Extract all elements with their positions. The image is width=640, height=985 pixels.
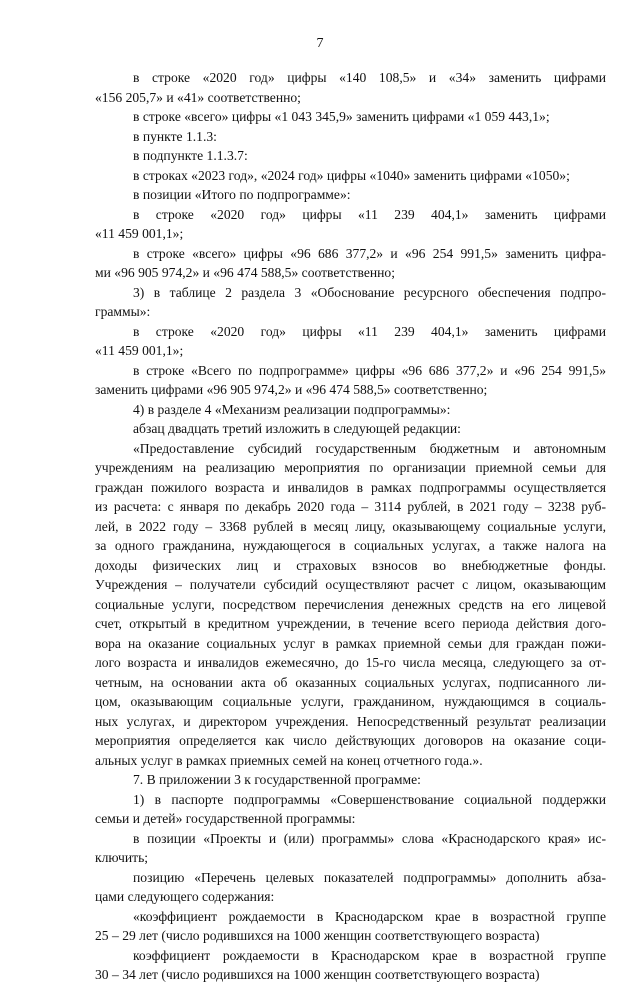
text-line: в строке «2020 год» цифры «11 239 404,1» заменить цифрами — [133, 206, 606, 222]
text-line: 30 – 34 лет (число родившихся на 1000 женщин соответствующего возраста) — [95, 967, 540, 982]
text-line: в строке «всего» цифры «1 043 345,9» заменить цифрами «1 059 443,1»; — [133, 109, 550, 124]
text-line: в строке «2020 год» цифры «11 239 404,1» заменить цифрами — [133, 323, 606, 339]
text-line: социальные услуги, посредством перечисления денежных средств на его лицевой — [95, 596, 606, 612]
text-line: счет, открытый в кредитном учреждении, в течение всего периода действия дого- — [95, 616, 606, 631]
text-line: в строке «2020 год» цифры «140 108,5» и «34» заменить цифрами — [133, 70, 606, 85]
text-line: в пункте 1.1.3: — [133, 128, 217, 144]
text-line: семьи и детей» государственной программы: — [95, 811, 356, 826]
text-line: «Предоставление субсидий государственным бюджетным и автономным — [133, 440, 606, 456]
text-line: позицию «Перечень целевых показателей подпрограммы» дополнить абза- — [133, 869, 606, 885]
text-line: в строке «всего» цифры «96 686 377,2» и «96 254 991,5» заменить цифра- — [133, 245, 606, 261]
text-line: лого возраста и инвалидов ежемесячно, до 15-го числа месяца, следующего за от- — [95, 655, 606, 670]
text-line: «156 205,7» и «41» соответственно; — [95, 89, 301, 105]
text-line: цами следующего содержания: — [95, 889, 275, 904]
text-line: вора на оказание социальных услуг в рамках приемной семьи для граждан пожи- — [95, 635, 606, 651]
text-line: 7. В приложении 3 к государственной программе: — [133, 772, 421, 787]
text-line: 1) в паспорте подпрограммы «Совершенствование социальной поддержки — [133, 791, 606, 807]
text-line: абзац двадцать третий изложить в следующей редакции: — [133, 421, 461, 436]
text-line: мероприятия определяется как число действующих договоров на оказание соци- — [95, 733, 606, 748]
page-number: 7 — [316, 36, 324, 51]
text-line: 4) в разделе 4 «Механизм реализации подпрограммы»: — [133, 401, 451, 417]
text-line: граммы»: — [95, 304, 151, 319]
text-line: цом, оказывающим социальные услуги, гражданином, нуждающимся в социаль- — [95, 694, 606, 709]
text-line: «коэффициент рождаемости в Краснодарском крае в возрастной группе — [133, 908, 606, 924]
text-line: заменить цифрами «96 905 974,2» и «96 474 588,5» соответственно; — [95, 382, 488, 397]
text-line: «11 459 001,1»; — [95, 343, 184, 358]
text-line: учреждениям на реализацию мероприятия по организации приемной семьи для — [95, 460, 606, 475]
text-line: в позиции «Проекты и (или) программы» слова «Краснодарского края» ис- — [133, 830, 606, 846]
text-line: «11 459 001,1»; — [95, 226, 184, 241]
text-line: Учреждения – получатели субсидий осуществляют расчет с лицом, оказывающим — [95, 577, 606, 592]
text-line: из расчета: с января по декабрь 2020 года – 3114 рублей, в 2021 году – 3238 руб- — [95, 499, 606, 514]
text-line: в подпункте 1.1.3.7: — [133, 148, 248, 163]
document-body — [95, 68, 606, 985]
text-line: в позиции «Итого по подпрограмме»: — [133, 187, 351, 202]
text-line: доходы физических лиц и страховых взносов во внебюджетные фонды. — [95, 557, 606, 573]
text-line: в строке «Всего по подпрограмме» цифры «96 686 377,2» и «96 254 991,5» — [133, 362, 606, 378]
text-line: четным, на основании акта об оказанных социальных услугах, подписанного ли- — [95, 674, 606, 690]
text-line: граждан пожилого возраста и инвалидов в рамках подпрограммы осуществляется — [95, 479, 606, 495]
text-line: ключить; — [95, 850, 149, 865]
text-line: ных услугах, и директором учреждения. Непосредственный результат реализации — [95, 713, 606, 729]
text-line: 3) в таблице 2 раздела 3 «Обоснование ресурсного обеспечения подпро- — [133, 284, 606, 300]
text-line: за одного гражданина, нуждающегося в социальных услугах, а также налога на — [95, 538, 606, 553]
text-line: в строках «2023 год», «2024 год» цифры «1040» заменить цифрами «1050»; — [133, 167, 570, 183]
text-line: 25 – 29 лет (число родившихся на 1000 женщин соответствующего возраста) — [95, 928, 540, 943]
text-line: альных услуг в рамках приемных семей на конец отчетного года.». — [95, 752, 483, 768]
text-line: ми «96 905 974,2» и «96 474 588,5» соответственно; — [95, 265, 396, 280]
text-line: коэффициент рождаемости в Краснодарском крае в возрастной группе — [133, 947, 606, 963]
text-line: лей, в 2022 году – 3368 рублей в месяц лицу, оказывающему социальные услуги, — [95, 518, 606, 534]
